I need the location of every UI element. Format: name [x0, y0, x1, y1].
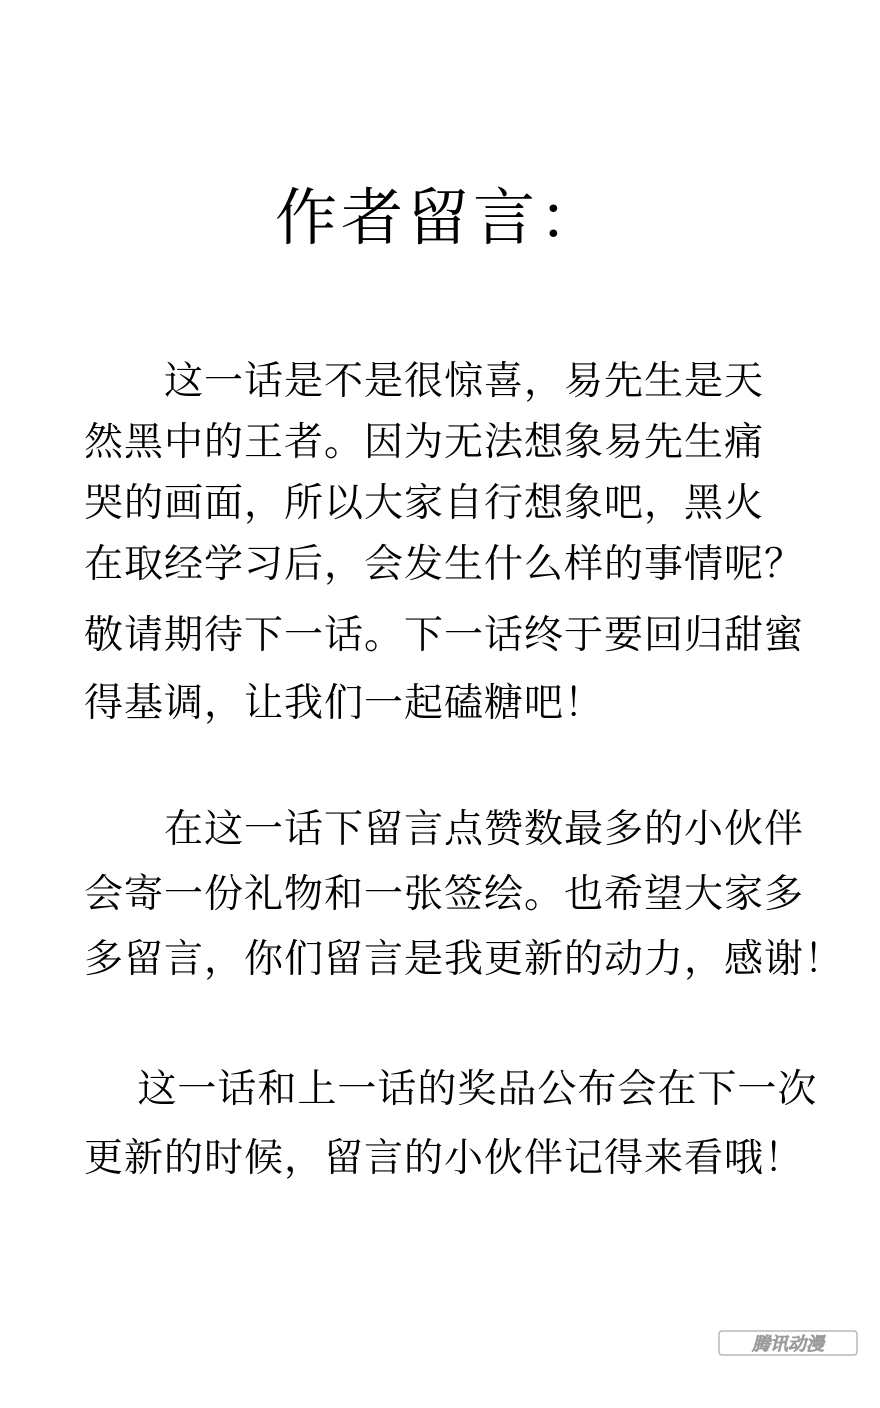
text-line: 在取经学习后，会发生什么样的事情呢？ [84, 542, 805, 587]
text-line: 这一话和上一话的奖品公布会在下一次 [84, 1067, 818, 1112]
text-line: 然黑中的王者。因为无法想象易先生痛 [84, 420, 765, 465]
svg-text:腾讯动漫: 腾讯动漫 [752, 1334, 824, 1355]
text-line: 会寄一份礼物和一张签绘。也希望大家多 [84, 872, 805, 917]
text-line: 这一话是不是很惊喜，易先生是天 [84, 359, 765, 404]
text-line: 更新的时候，留言的小伙伴记得来看哦！ [84, 1136, 805, 1181]
text-line: 在这一话下留言点赞数最多的小伙伴 [84, 807, 805, 852]
page-title: 作者留言： [274, 181, 605, 254]
watermark-logo [718, 1328, 858, 1358]
text-line: 哭的画面，所以大家自行想象吧，黑火 [84, 481, 765, 526]
text-line: 多留言，你们留言是我更新的动力，感谢！ [84, 937, 845, 982]
text-line: 得基调，让我们一起磕糖吧！ [84, 681, 605, 726]
text-line: 敬请期待下一话。下一话终于要回归甜蜜 [84, 613, 805, 658]
